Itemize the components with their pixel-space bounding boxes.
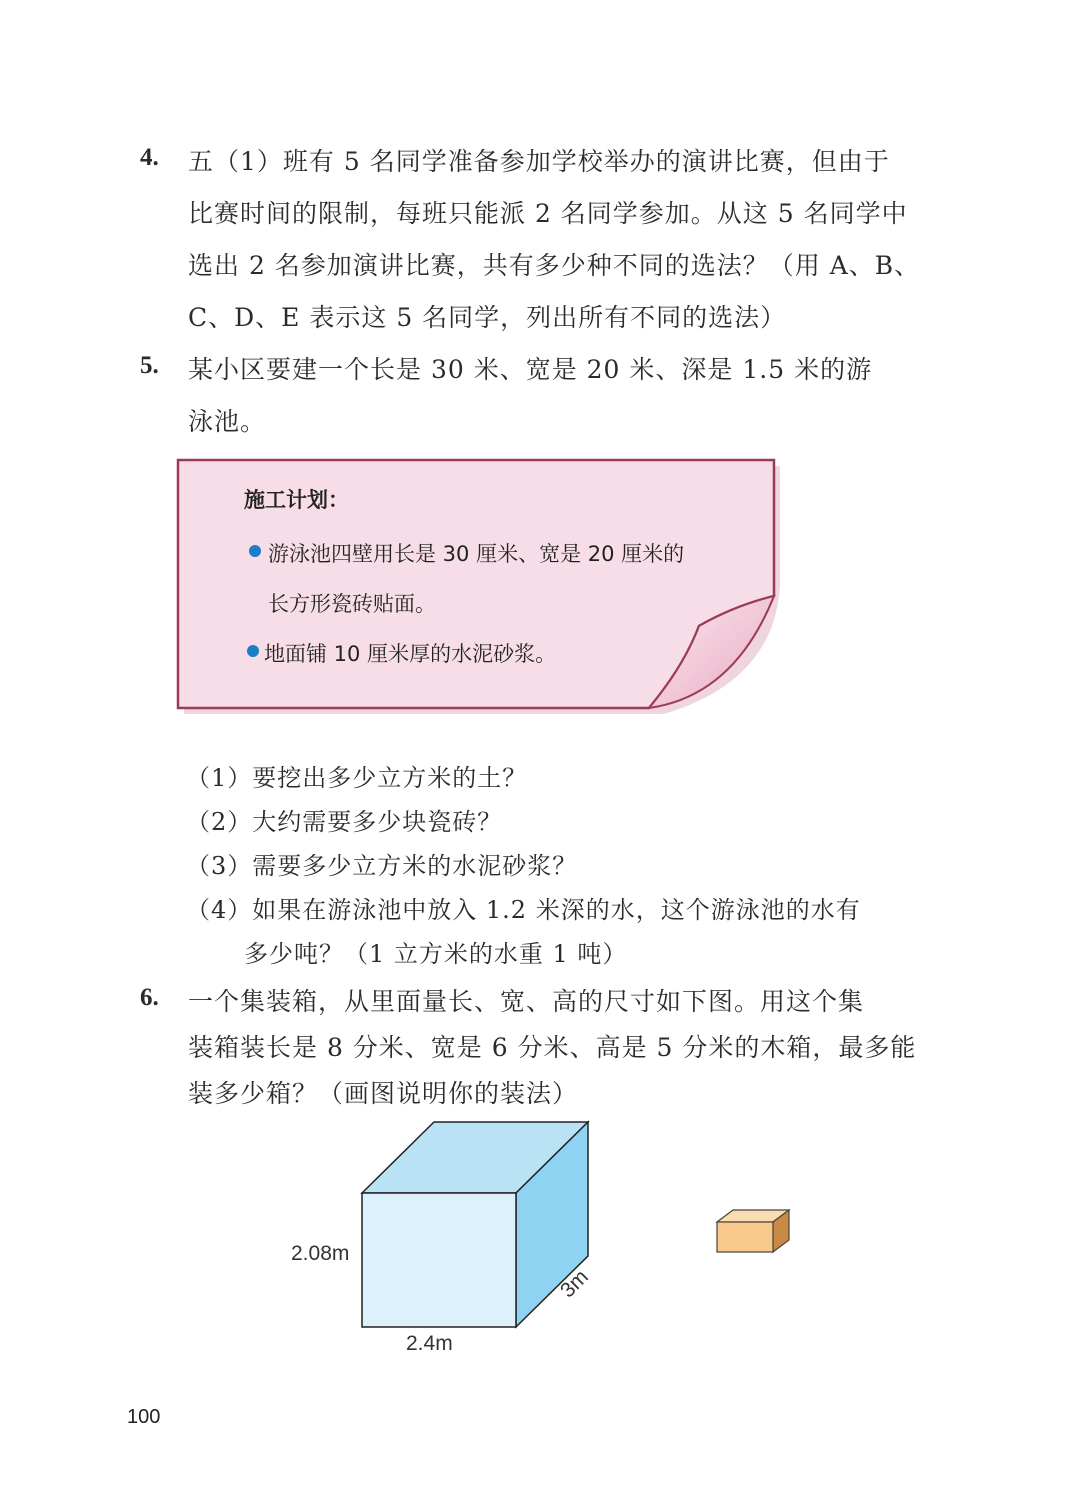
plan-title: 施工计划： [244, 488, 349, 512]
problem-6-line-3: 装多少箱？（画图说明你的装法） [188, 1079, 579, 1108]
length-label: 2.4m [406, 1332, 453, 1355]
plan-bullet-1-line-1: 游泳池四壁用长是 30 厘米、宽是 20 厘米的 [268, 542, 685, 566]
problem-4-line-4: C、D、E 表示这 5 名同学，列出所有不同的选法） [188, 303, 787, 332]
plan-bullet-1-line-2: 长方形瓷砖贴面。 [268, 592, 436, 616]
problem-4-line-1: 五（1）班有 5 名同学准备参加学校举办的演讲比赛，但由于 [188, 147, 890, 176]
problem-5-number: 5. [140, 352, 159, 379]
problem-4-line-2: 比赛时间的限制，每班只能派 2 名同学参加。从这 5 名同学中 [188, 199, 908, 228]
page-number: 100 [127, 1406, 161, 1428]
problem-6-line-2: 装箱装长是 8 分米、宽是 6 分米、高是 5 分米的木箱，最多能 [188, 1033, 917, 1062]
problem-4-line-3: 选出 2 名参加演讲比赛，共有多少种不同的选法？（用 A、B、 [188, 251, 921, 280]
question-5-4-continued: 多少吨？（1 立方米的水重 1 吨） [244, 940, 628, 968]
plan-bullet-2: 地面铺 10 厘米厚的水泥砂浆。 [264, 642, 557, 666]
height-label: 2.08m [291, 1242, 350, 1265]
question-5-3: （3）需要多少立方米的水泥砂浆？ [186, 852, 578, 880]
wooden-box-icon [717, 1210, 789, 1252]
width-label: 3m [556, 1265, 593, 1303]
problem-5-line-1: 某小区要建一个长是 30 米、宽是 20 米、深是 1.5 米的游 [188, 355, 873, 384]
problem-6-line-1: 一个集装箱，从里面量长、宽、高的尺寸如下图。用这个集 [188, 987, 865, 1016]
question-5-2: （2）大约需要多少块瓷砖？ [186, 808, 503, 836]
container-box-icon [362, 1122, 588, 1327]
problem-5-line-2: 泳池。 [188, 407, 267, 436]
question-5-4: （4）如果在游泳池中放入 1.2 米深的水，这个游泳池的水有 [186, 896, 861, 924]
problem-6-number: 6. [140, 984, 159, 1011]
problem-4-number: 4. [140, 144, 159, 171]
question-5-1: （1）要挖出多少立方米的土？ [186, 764, 528, 792]
